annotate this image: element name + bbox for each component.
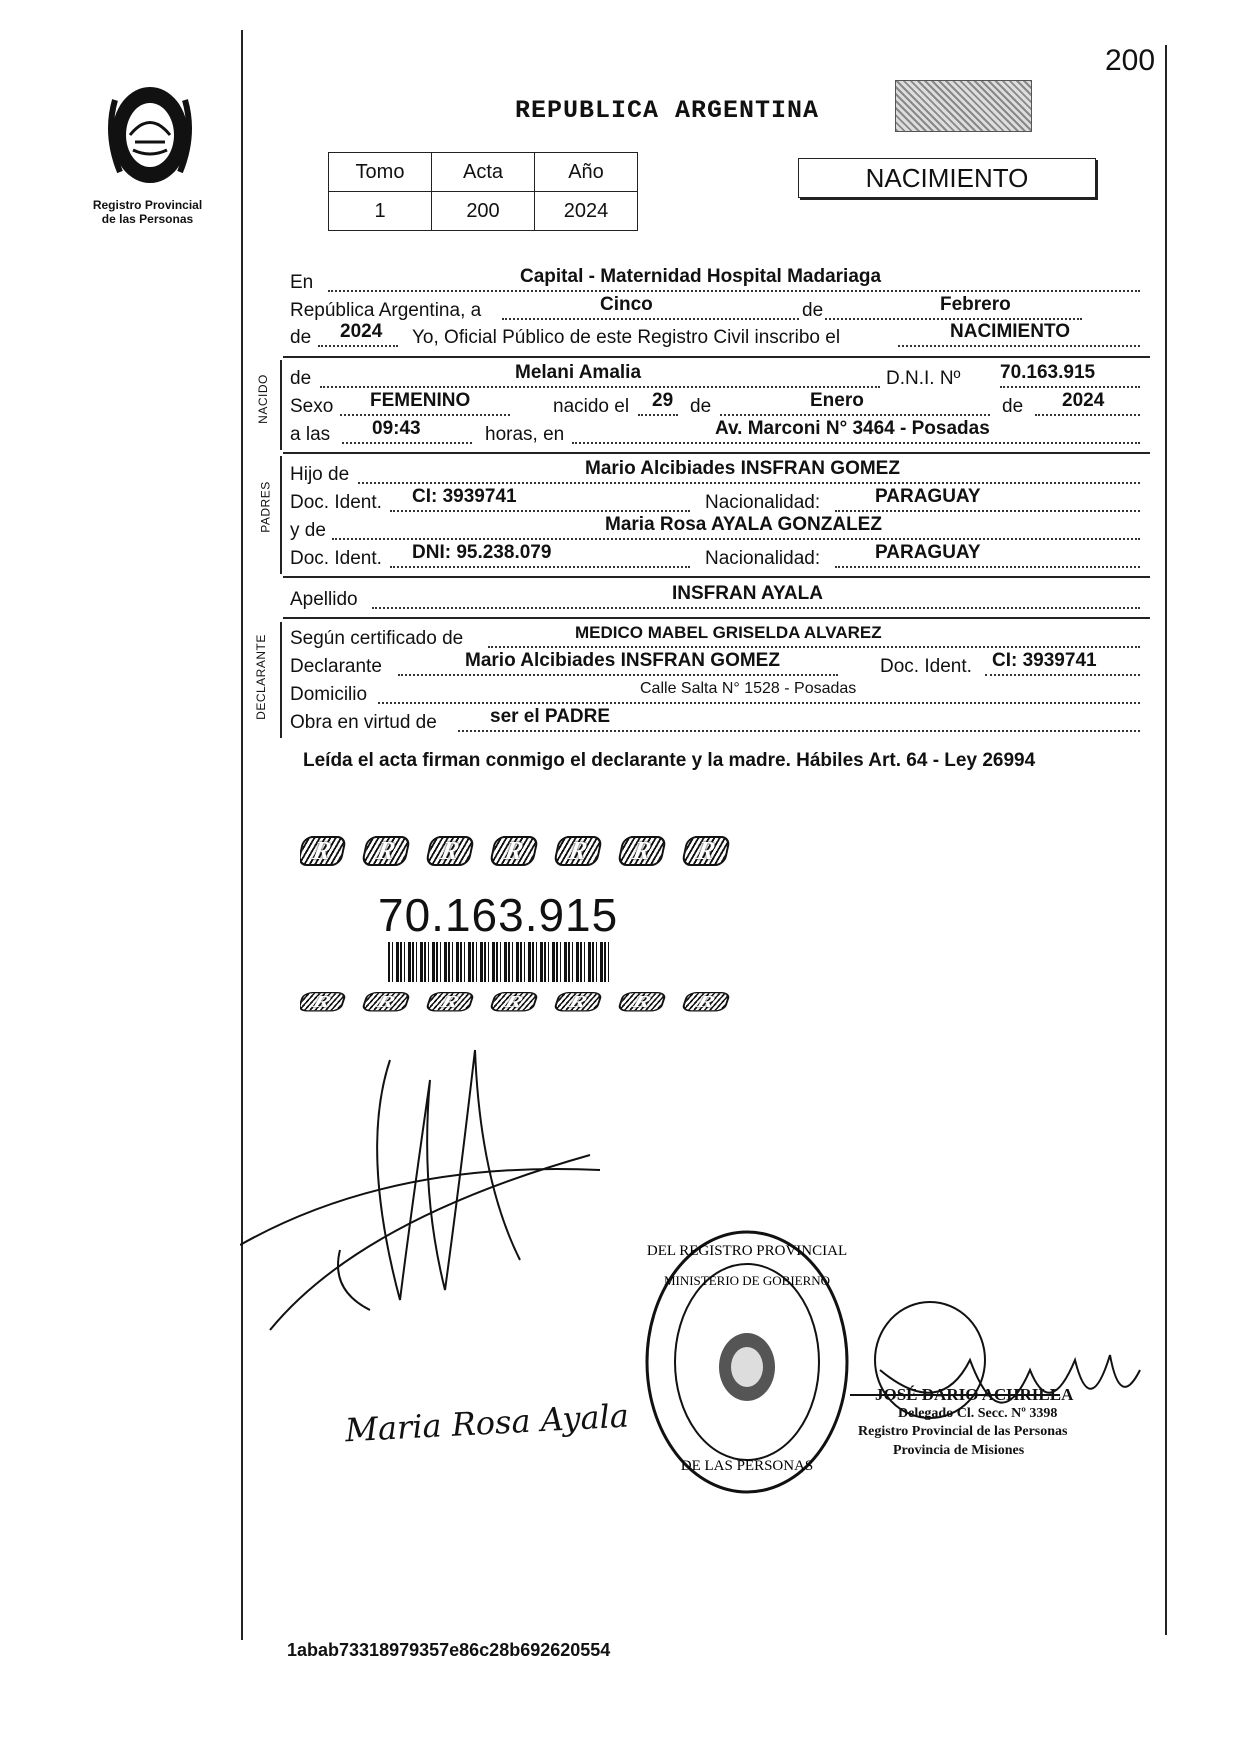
value-capacity: ser el PADRE: [490, 706, 611, 727]
label-nac2: Nacionalidad:: [705, 548, 821, 569]
label-horas: horas, en: [485, 424, 565, 445]
label-segun: Según certificado de: [290, 628, 464, 649]
divider-2: [283, 452, 1150, 454]
label-declarante: Declarante: [290, 656, 382, 677]
value-birth-time: 09:43: [372, 418, 421, 439]
row-time: [290, 418, 1145, 448]
row-capacity: [290, 706, 1145, 736]
province-logo: [95, 80, 205, 190]
label-hijo: Hijo de: [290, 464, 350, 485]
value-surname: INSFRAN AYALA: [672, 583, 823, 604]
value-dni: 70.163.915: [1000, 362, 1096, 383]
record-value-anio: 2024: [535, 192, 638, 231]
value-mother-nat: PARAGUAY: [875, 542, 981, 563]
record-table: [328, 152, 638, 231]
value-mother: Maria Rosa AYALA GONZALEZ: [605, 514, 882, 535]
value-place: Capital - Maternidad Hospital Madariaga: [520, 266, 882, 287]
official-province: Provincia de Misiones: [893, 1443, 1025, 1458]
value-inscribe-type: NACIMIENTO: [950, 321, 1070, 342]
left-margin-line: [241, 30, 243, 1640]
value-name: Melani Amalia: [515, 362, 642, 383]
label-doc: Doc. Ident.: [290, 492, 382, 513]
institution-label: Registro Provincial de las Personas: [92, 198, 203, 226]
value-father: Mario Alcibiades INSFRAN GOMEZ: [585, 458, 900, 479]
stamp-ring-text: DEL REGISTRO PROVINCIAL: [646, 1243, 848, 1259]
label-obra: Obra en virtud de: [290, 712, 437, 733]
record-header-anio: Año: [535, 153, 638, 192]
divider-1: [283, 356, 1150, 358]
official-role: Delegado Cl. Secc. Nº 3398: [898, 1406, 1058, 1421]
label-en: En: [290, 272, 314, 293]
row-year: [290, 321, 1145, 351]
label-nacido: nacido el: [553, 396, 630, 417]
value-month: Febrero: [940, 294, 1011, 315]
value-father-nat: PARAGUAY: [875, 486, 981, 507]
label-sexo: Sexo: [290, 396, 334, 417]
section-bar-nacido: [280, 360, 282, 450]
security-strip-bottom: R R R R R R R: [300, 992, 750, 1012]
row-surname: [290, 583, 1145, 613]
legal-text: Leída el acta firman conmigo el declarante y la madre. Hábiles Art. 64 - Ley 26994: [303, 750, 1036, 771]
right-margin-line: [1165, 45, 1167, 1635]
record-header-tomo: Tomo: [329, 153, 432, 192]
label-yde: y de: [290, 520, 326, 541]
value-declarant-doc: CI: 3939741: [992, 650, 1097, 671]
value-day-words: Cinco: [600, 294, 653, 315]
declarant-signature: [240, 1040, 640, 1340]
value-certifier: MEDICO MABEL GRISELDA ALVAREZ: [575, 623, 882, 642]
official-office: Registro Provincial de las Personas: [858, 1424, 1068, 1439]
barcode-number: 70.163.915: [378, 889, 619, 941]
divider-4: [283, 617, 1150, 619]
svg-text:DE LAS PERSONAS: DE LAS PERSONAS: [680, 1458, 814, 1474]
label-de3: de: [290, 368, 312, 389]
value-address: Calle Salta N° 1528 - Posadas: [640, 680, 857, 697]
value-father-doc: CI: 3939741: [412, 486, 517, 507]
value-year: 2024: [340, 321, 383, 342]
country-title: REPUBLICA ARGENTINA: [515, 96, 820, 125]
divider-3: [283, 576, 1150, 578]
side-label-nacido: NACIDO: [255, 374, 270, 424]
page-number: 200: [1105, 44, 1156, 77]
value-mother-doc: DNI: 95.238.079: [412, 542, 552, 563]
value-sex: FEMENINO: [370, 390, 471, 411]
label-apellido: Apellido: [290, 589, 358, 610]
label-doc2: Doc. Ident.: [290, 548, 382, 569]
document-hash: 1abab73318979357e86c28b692620554: [287, 1640, 611, 1660]
section-bar-declarante: [280, 622, 282, 738]
value-birth-year: 2024: [1062, 390, 1105, 411]
side-label-padres: PADRES: [258, 481, 273, 533]
stamp-inner-text: MINISTERIO DE GOBIERNO: [663, 1273, 831, 1288]
record-value-acta: 200: [432, 192, 535, 231]
label-de: de: [800, 298, 825, 324]
record-header-acta: Acta: [432, 153, 535, 192]
value-birth-address: Av. Marconi N° 3464 - Posadas: [715, 418, 990, 439]
record-value-tomo: 1: [329, 192, 432, 231]
label-domicilio: Domicilio: [290, 684, 368, 705]
label-doc3: Doc. Ident.: [880, 656, 972, 677]
label-de4: de: [690, 396, 712, 417]
label-de2: de: [290, 327, 312, 348]
label-republica: República Argentina, a: [290, 300, 482, 321]
value-birth-day: 29: [652, 390, 674, 411]
value-birth-month: Enero: [810, 390, 864, 411]
security-strip-top: R R R R R R R: [300, 836, 750, 866]
row-mother-doc: [290, 542, 1145, 572]
section-bar-padres: [280, 456, 282, 574]
label-oficial: Yo, Oficial Público de este Registro Civil inscribo el: [412, 327, 841, 348]
label-dni: D.N.I. Nº: [886, 368, 961, 389]
row-place: [290, 266, 1145, 296]
label-alas: a las: [290, 424, 331, 445]
side-label-declarante: DECLARANTE: [253, 634, 268, 720]
value-declarant: Mario Alcibiades INSFRAN GOMEZ: [465, 650, 780, 671]
record-type-box: NACIMIENTO: [798, 158, 1096, 198]
watermark-seal: [895, 80, 1032, 132]
official-name: JOSÉ DARIO ACHRILLA: [875, 1385, 1074, 1404]
label-de5: de: [1002, 396, 1024, 417]
mother-signature: Maria Rosa Ayala: [344, 1396, 630, 1450]
barcode: [388, 942, 610, 982]
row-address: [290, 682, 1145, 708]
label-nac: Nacionalidad:: [705, 492, 821, 513]
